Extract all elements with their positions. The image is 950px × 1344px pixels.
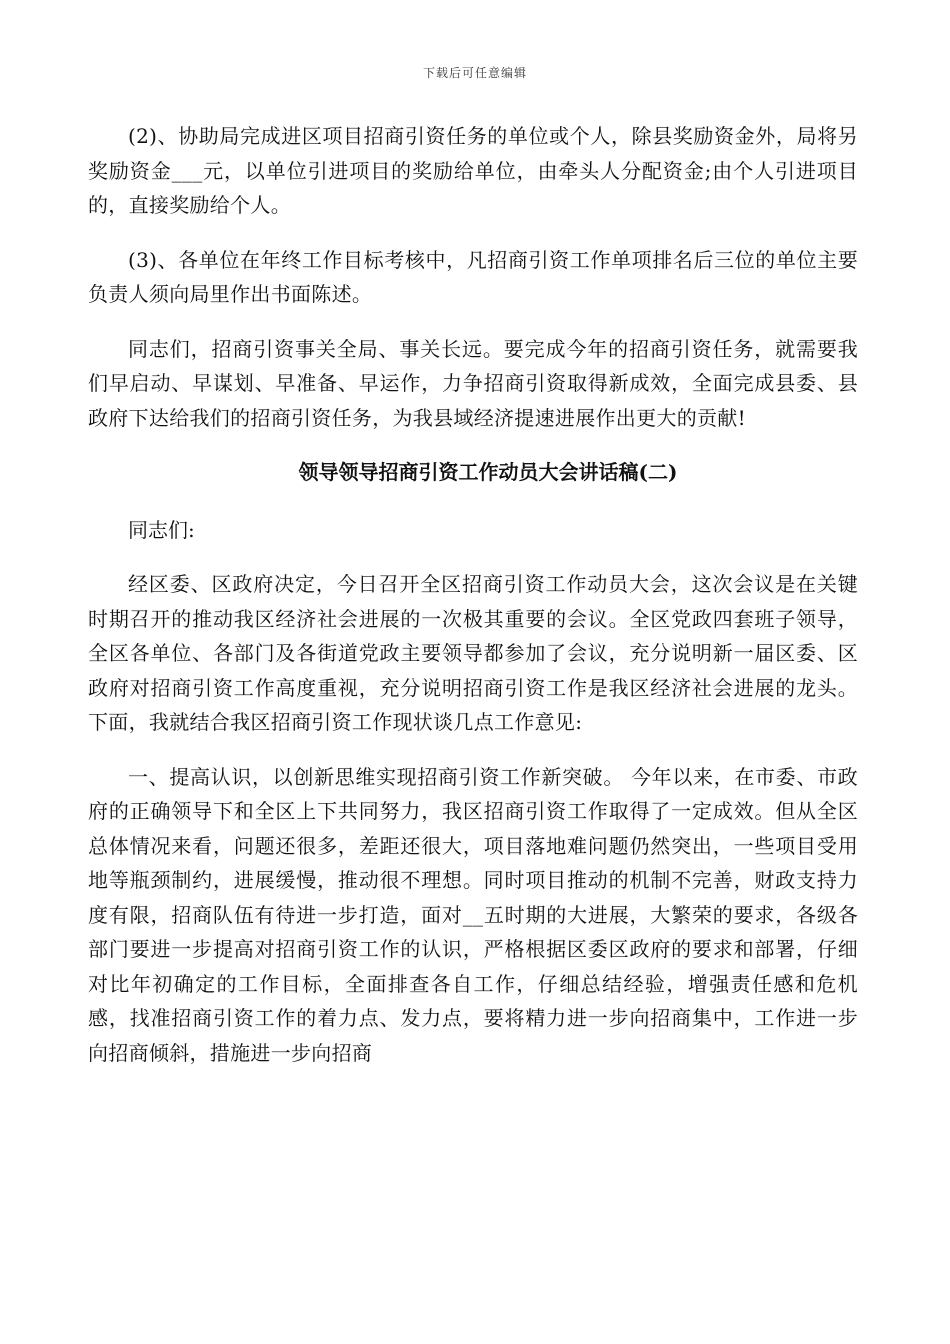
paragraph-point-1: 一、提高认识，以创新思维实现招商引资工作新突破。 今年以来，在市委、市政府的正确领导下和全区上下共同努力，我区招商引资工作取得了一定成效。但从全区总体情况来看，问题还很多，差距还很大，项目落地难问题仍然突出，一些项目受用地等瓶颈制约，进展缓慢，推动很不理想。同时项目推动的机制不完善，财政支持力度有限，招商队伍有待进一步打造，面对__五时期的大进展，大繁荣的要求，各级各部门要进一步提高对招商引资工作的认识，严格根据区委区政府的要求和部署，仔细对比年初确定的工作目标，全面排查各自工作，仔细总结经验，增强责任感和危机感，找准招商引资工作的着力点、发力点，要将精力进一步向招商集中，工作进一步向招商倾斜，措施进一步向招商 bbox=[88, 764, 858, 1065]
paragraph-intro: 经区委、区政府决定，今日召开全区招商引资工作动员大会，这次会议是在关键时期召开的推动我区经济社会进展的一次极其重要的会议。全区党政四套班子领导，全区各单位、各部门及各街道党政主要领导都参加了会议，充分说明新一届区委、区政府对招商引资工作高度重视，充分说明招商引资工作是我区经济社会进展的龙头。下面，我就结合我区招商引资工作现状谈几点工作意见: bbox=[88, 572, 858, 734]
paragraph-closing: 同志们，招商引资事关全局、事关长远。要完成今年的招商引资任务，就需要我们早启动、早谋划、早准备、早运作，力争招商引资取得新成效，全面完成县委、县政府下达给我们的招商引资任务，为我县域经济提速进展作出更大的贡献! bbox=[88, 336, 858, 430]
paragraph-item-3: (3)、各单位在年终工作目标考核中，凡招商引资工作单项排名后三位的单位主要负责人须向局里作出书面陈述。 bbox=[88, 247, 858, 306]
document-body bbox=[88, 119, 858, 1090]
salutation: 同志们: bbox=[128, 518, 195, 542]
paragraph-item-2: (2)、协助局完成进区项目招商引资任务的单位或个人，除县奖励资金外，局将另奖励资金___元，以单位引进项目的奖励给单位，由牵头人分配资金;由个人引进项目的，直接奖励给个人。 bbox=[88, 124, 858, 217]
header-note: 下载后可任意编辑 bbox=[422, 66, 527, 80]
section-title: 领导领导招商引资工作动员大会讲话稿(二) bbox=[298, 460, 678, 484]
